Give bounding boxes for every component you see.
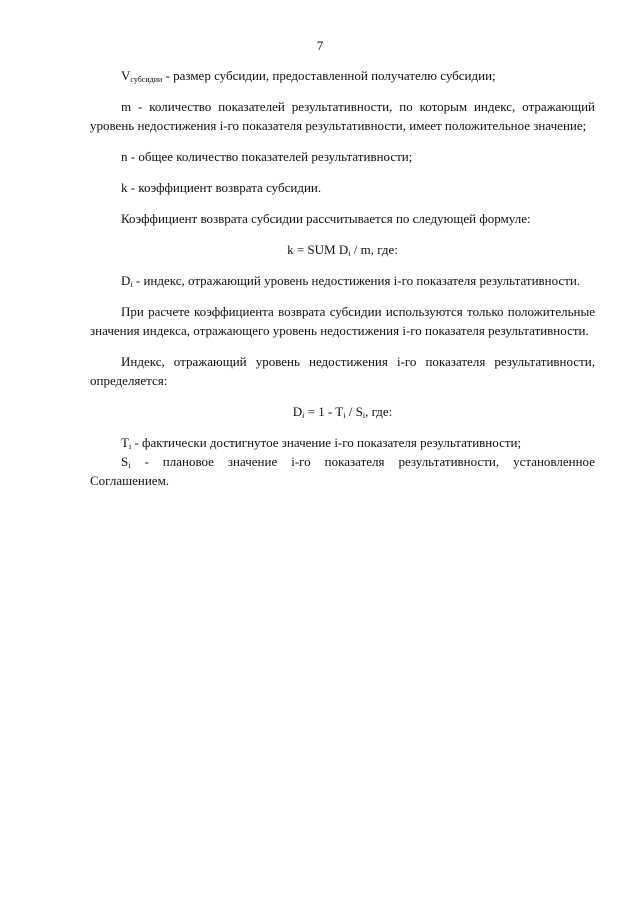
formula-part: = 1 - T — [304, 404, 344, 419]
formula-d — [90, 402, 595, 421]
paragraph-m — [90, 97, 595, 135]
formula-subscript: i — [302, 411, 305, 420]
paragraph-v-subsidy — [90, 66, 595, 85]
formula-part: , где: — [365, 404, 393, 419]
paragraph-text: - размер субсидии, предоставленной получателю субсидии; — [162, 68, 496, 83]
symbol-s: S — [121, 454, 129, 469]
paragraph-text: - фактически достигнутое значение i-го показателя результативности; — [131, 435, 522, 450]
formula-part: / m, где: — [350, 242, 398, 257]
formula-k — [90, 240, 595, 259]
symbol-t: T — [121, 435, 129, 450]
symbol-v: V — [121, 68, 131, 83]
subscript-i: i — [130, 280, 133, 289]
paragraph-formula-intro — [90, 209, 595, 228]
formula-part: D — [292, 404, 303, 419]
paragraph-text: Индекс, отражающий уровень недостижения i-го показателя результативности, определяется: — [90, 354, 595, 388]
paragraph-text: - индекс, отражающий уровень недостижения i-го показателя результативности. — [132, 273, 581, 288]
symbol-d: D — [121, 273, 131, 288]
subscript-i: i — [128, 461, 131, 470]
paragraph-text: Коэффициент возврата субсидии рассчитывается по следующей формуле: — [121, 211, 531, 226]
paragraph-text: m - количество показателей результативности, по которым индекс, отражающий уровень недостижения i-го показателя результативности, имеет положительное значение; — [90, 99, 595, 133]
paragraph-text: n - общее количество показателей результативности; — [121, 149, 413, 164]
formula-subscript: i — [362, 411, 366, 420]
formula-part: k = SUM D — [287, 242, 349, 257]
paragraph-text: - плановое значение i-го показателя результативности, установленное Соглашением. — [90, 454, 595, 488]
paragraph-n — [90, 147, 595, 166]
page-number: 7 — [316, 38, 324, 53]
subscript-subsidy: субсидии — [130, 75, 163, 84]
formula-subscript: i — [343, 411, 346, 420]
subscript-i: i — [128, 442, 132, 451]
paragraph-positive-values — [90, 302, 595, 340]
paragraph-index-definition — [90, 352, 595, 390]
formula-part: / S — [345, 404, 363, 419]
document-body — [90, 66, 595, 490]
paragraph-text: При расчете коэффициента возврата субсидии используются только положительные значения индекса, отражающего уровень недостижения i-го показателя результативности. — [90, 304, 595, 338]
formula-subscript: i — [348, 249, 351, 258]
paragraph-k — [90, 178, 595, 197]
paragraph-d — [90, 271, 595, 290]
paragraph-s — [90, 452, 595, 490]
paragraph-t — [90, 433, 595, 452]
paragraph-text: k - коэффициент возврата субсидии. — [121, 180, 322, 195]
